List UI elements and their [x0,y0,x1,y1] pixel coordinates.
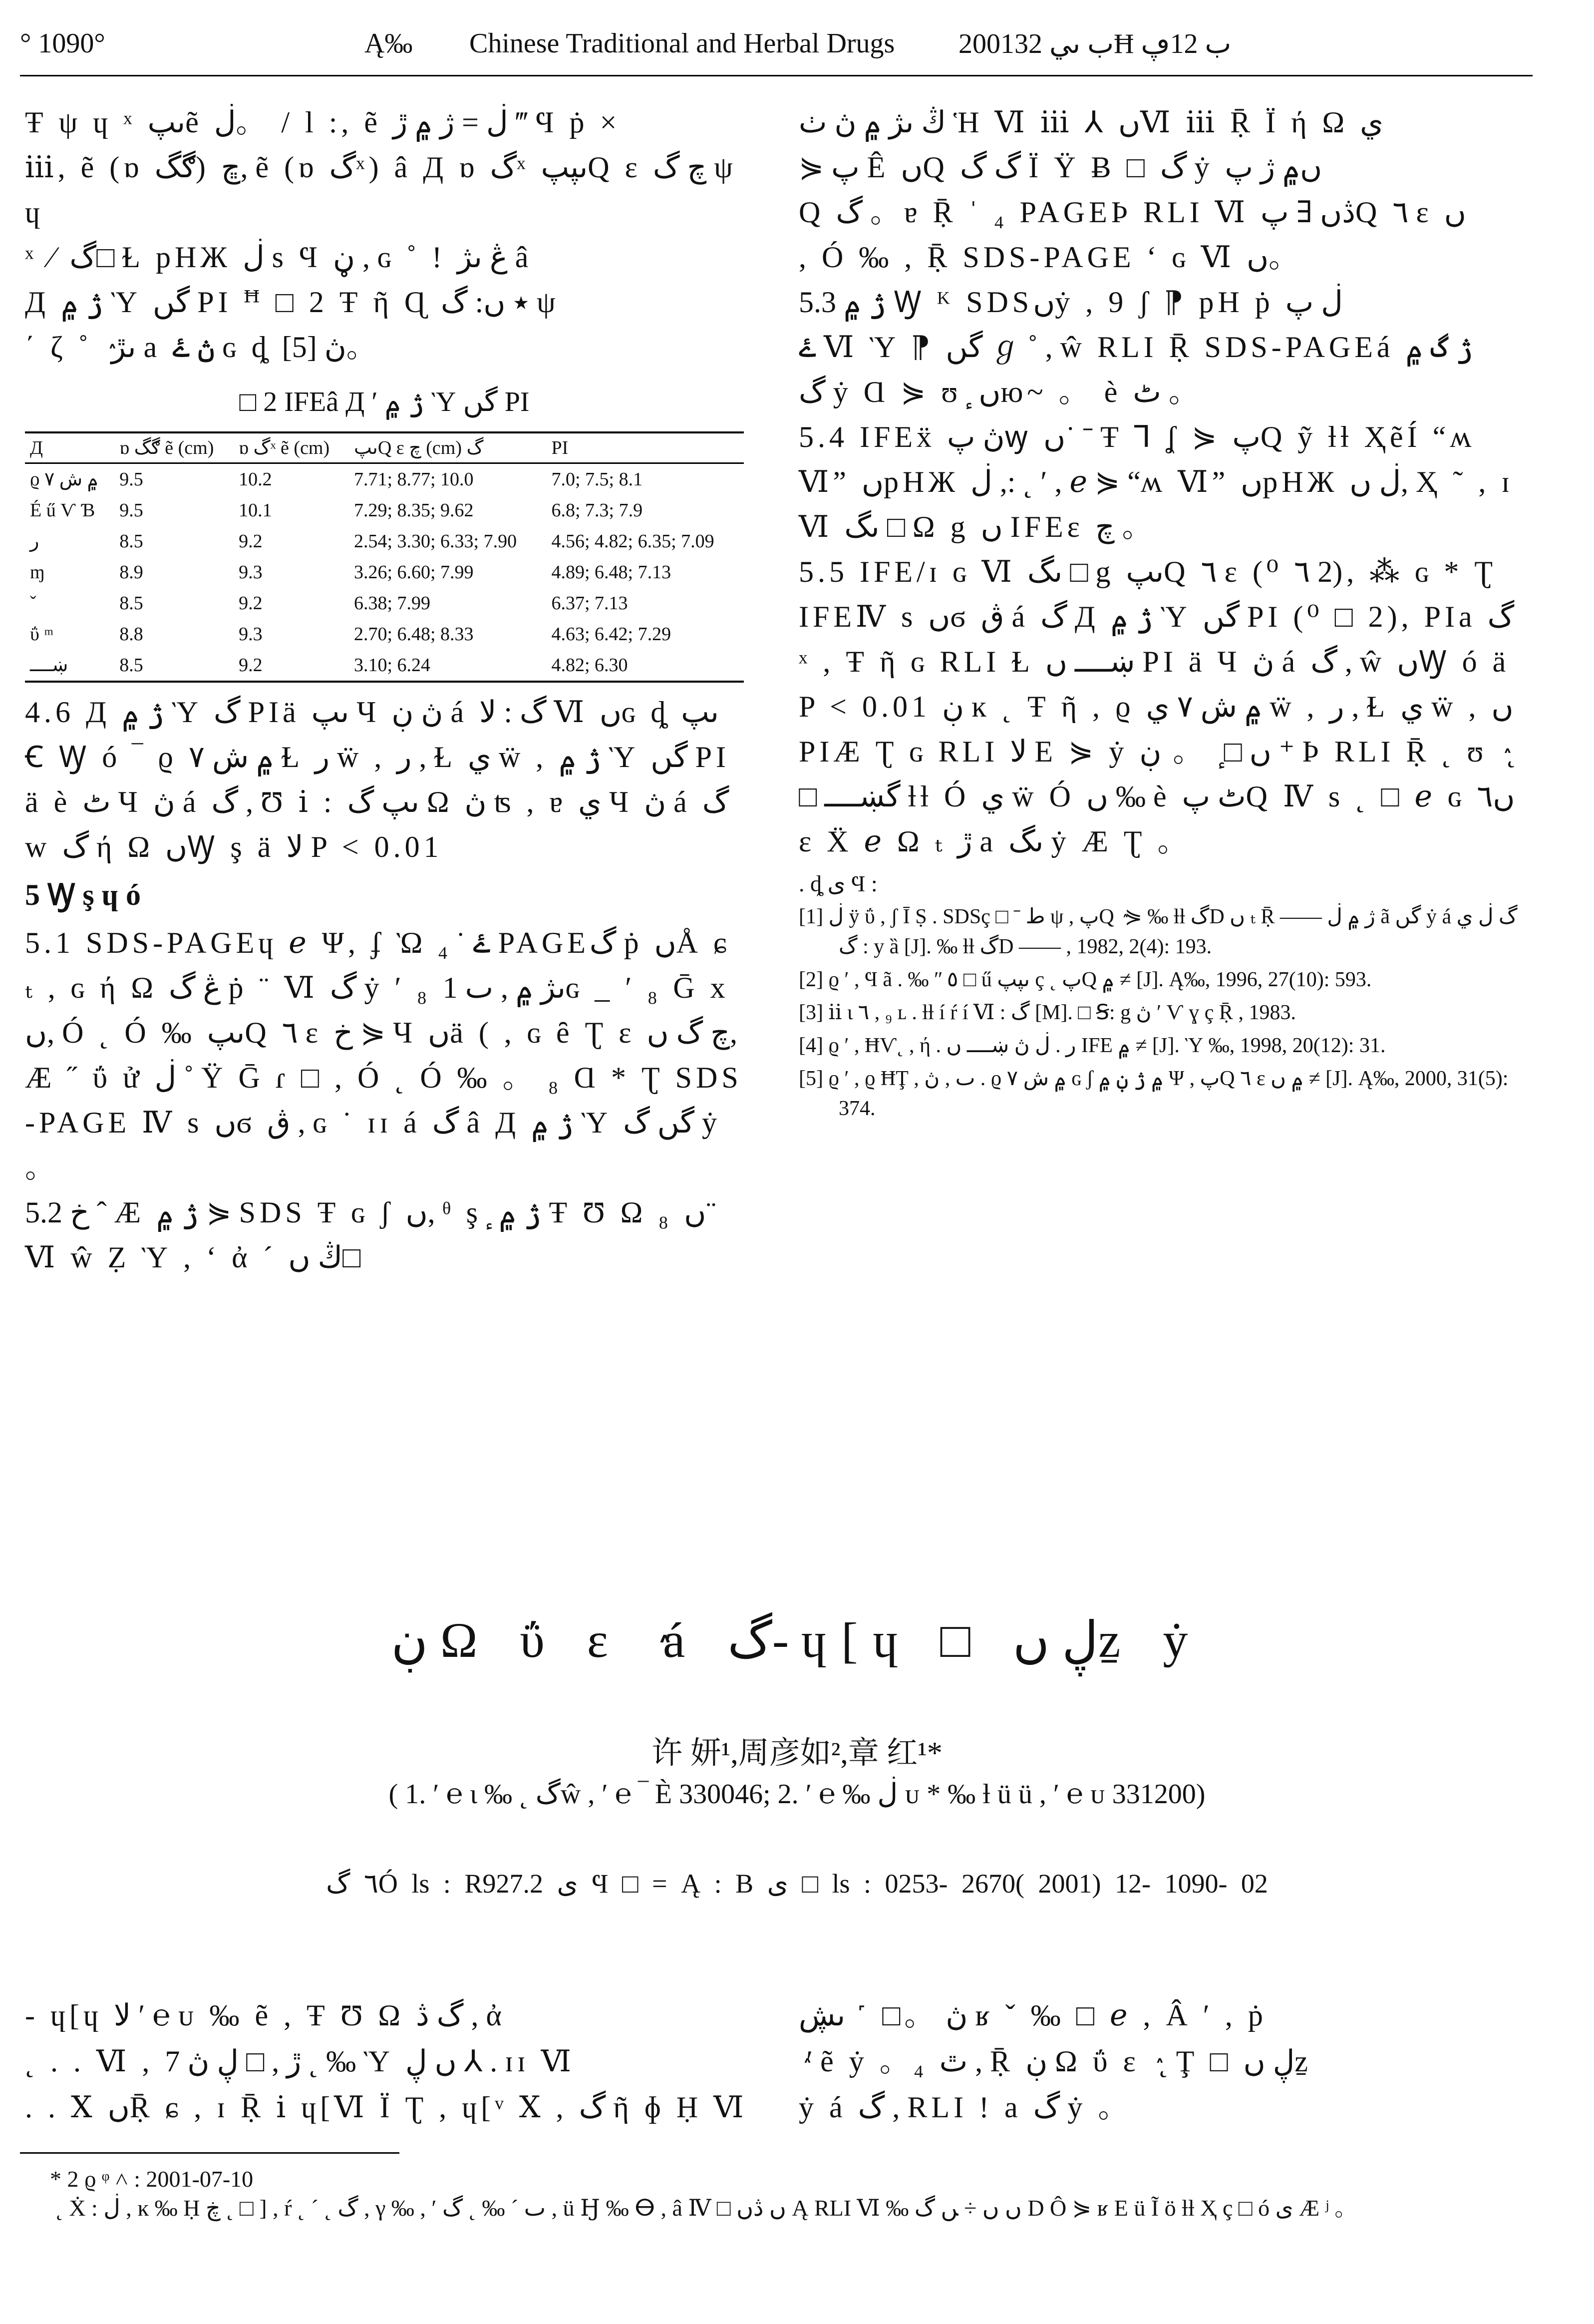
journal-cn-name: Ą‰ [364,28,413,59]
paragraph: ΄ ζ ˚ ٛ ںڙ a ڽ ۓ ɢ ȡ ڽ [5]。 [25,331,380,364]
table-cell: 4.82; 6.30 [546,650,744,682]
running-header [20,27,1533,67]
paragraph: ˛ . . Ⅵ , ڙ , □ ڸ ڽ 7 ˛ ‰ Ὺ ں ڸ ⅄ . ɪɪ Ⅵ [25,2045,575,2078]
section-heading: 5 Ꝡ ş ɥ ó [25,878,141,911]
table-cell: 8.8 [119,624,143,645]
table-cell: É ű Ѵ Ɓ [30,500,95,521]
table-header: ɒ ڰگ ẽ (cm) [114,432,234,463]
section-4-6: 4.6 Д ژ ۾ Ὺ گ PIä ںپ Ч ڽ ڹ á گ : ﻻ Ⅵ ںɢ ȡ ںپ Ꞓ Ꝡ ó ‾ ϱ ۾ ش ٧ Ɫ ﺭ ẅ , ﺭ , Ɫ ﻱ ẅ , ژ ۾ Ὺ گں PIä è ٹ Ч ڽ á گ , Ʊ ⅰ : ںپ گ Ω ڽ ʦ , ɐ ﻱ Ч ڽ á گ w گ ή Ω ںꝠ ş ä ﻻ P < 0.01 [25,696,737,863]
table-title: □ 2 IFEâ Д ′ ژ ۾ Ὺ گں PI [239,387,530,417]
paragraph: Ŧ ψ ɥ ˣ ںپẽ ڶ。 / l :, ẽ ڶ = ژ ۾ ڙ ‴ Ϥ ṗ × [25,106,621,139]
table-cell: 6.8; 7.3; 7.9 [551,500,643,521]
table-cell: 9.2 [234,650,349,682]
table-row [25,619,744,650]
paragraph: گ ẏ Ɑ ⋟ ʊ ٕ ںю~ 。 è ٹ 。 [799,376,1203,408]
table-cell: 10.1 [239,500,272,521]
paragraph: - ɥ[ɥ ﻻ ′ ℮ ᴜ ‰ ẽ , Ŧ Ʊ Ω گ ڎ , ἀ [25,1999,506,2032]
table-cell: 4.63; 6.42; 7.29 [551,624,671,645]
table-cell: 9.3 [239,562,263,583]
page-number: ° 1090° [20,28,105,59]
reference-item: [1] ڶ ÿ ΰ , ʃ Ī Ṣ . SDSç □ ˉ ط ψ , پQ ٛ ⋟ ‰ ƚƚ گD ں ₜ Ṝ —— ژ ۾ ڶ ã گں ẏ á گ ڶ ﻱ : گ y ȁ [J]. ‰ ƚƚ گD —— , 1982, 2(4): 193. [799,905,1518,958]
table-cell: 7.29; 8.35; 9.62 [353,500,474,521]
table-row [25,650,744,682]
paragraph: Q گ 。ɐ Ṝ ˈ ₄ PAGEÞ RLI Ⅵ ڎں ∃ پQ ٦ ɛ ں [799,196,1466,229]
article2-right-column [799,1992,1523,2130]
table-cell: ΰ ᵐ [30,624,53,645]
paragraph: , Ó ‰ , Ṝ SDS-PAGE ʻ ɢ Ⅵ ں。 [799,241,1303,274]
table-row [25,463,744,495]
reference-item: [2] ϱ ′ , Ϥ ã . ‰ ʺ ٥ □ ű ںپپ ç ˛ پQ ۾ ≠ [J]. Ą‰, 1996, 27(10): 593. [799,968,1372,991]
paragraph: Д ژ ۾ Ὺ گں PI ꟸ □ 2 Ŧ ῆ Ɋ ٭ ں: گ ψ [25,286,560,319]
left-column [25,100,748,1280]
authors: 许 妍¹,周彦如²,章 红¹* [651,1736,943,1770]
table-cell: ɱ [30,562,45,583]
section-5-1: 5.1 SDS-PAGEɥ ℯ Ψ, ʄ Ὼ ۓ ˙ ₄ PAGEگ ṗ ںÅ ɕ ₜ , ɢ ή Ω ڠ گ ṗ ¨ Ⅵ گ ẏ ′ ₈ ںژ ۾ , ٮ 1ɢ _ ′ ₈ Ḡ x ں, Ó ˛ Ó ‰ ںپQ ٦ ɛ خ ⋟ Ч ںä ( , ɢ ȇ Ʈ ɛ چ گ ں, Æ ˝ ΰ ử ڶ ˚ Ÿ Ḡ ɾ □ , Ó ˛ Ó ‰ 。 ₈ Ɑ * Ʈ SDS-PAGE Ⅳ s ںϭ ڨ , ɢ ˙ ɪɪ á گ â Д ژ ۾ Ὺ گں گ ẏ 。 [25,926,745,1184]
article-title: ڹ Ω ΰ ɛ ٛ á گ- ɥ[ɥ □ ڸ ںẕ ẏ [391,1612,1203,1668]
table-cell: ښــــ [25,650,114,682]
references-heading: . ȡ ی Ϥ : [799,871,878,896]
table-header: ںپQ ɛ چ (cm) گ [349,432,547,463]
table-cell: 9.5 [119,469,143,490]
right-column [799,100,1526,1127]
section-5-4: 5.4 IFEẍ ڽ پꝡ ں˙ ˉ Ŧ ⅂ ʆ ⋟ پQ ỹ ƚƚ ҲẽÍ “ʍ Ⅵ” ںpHЖ ڶ ,: ˛ ′ , ℯ ⋟ “ʍ Ⅵ” ںpHЖ ڶ ں, Ҳ ˜ , ɪ Ⅵ ںگ □ Ω g ں IFEɛ چ 。 [799,420,1526,543]
table-cell: 9.3 [239,624,263,645]
paragraph: ۓ Ⅵ Ὺ ⁋ گں ℊ ˚ , ŵ RLI Ṝ SDS-PAGEá ژ گ ۾ [799,331,1474,364]
table-header: Д [25,432,114,463]
header-rule [20,75,1533,76]
table-cell: 8.5 [114,650,234,682]
table-cell: ϱ ۾ ش ٧ [30,469,98,490]
table-cell: 4.89; 6.48; 7.13 [551,562,671,583]
table-cell: 9.2 [239,593,263,614]
paragraph: ˣ ⁄ گ□ Ɫ pHЖ ڶ s Ϥ ڼ , ɢ ˚ ! ڠ ںژ â [25,241,533,274]
table-header-row [25,432,744,463]
reference-item: [4] ϱ ′ , ĦѴ˛ , ή . ﺭ . ڶ ڽ ښــــ ں IFE ۾ ≠ [J]. Ὺ ‰, 1998, 20(12): 31. [799,1034,1386,1057]
section-5-2: 5.2 خ ˆ Æ ژ ۾ ⋟ SDS Ŧ ɢ ʃ ں, ᶿ ş ٕ ژ ۾ Ŧ Ʊ Ω ₈ ں¨ Ⅵ ŵ Ẓ Ὺ , ʻ ἀ ˊ ڭ ں□ [25,1196,724,1274]
footnote-rule [20,2152,399,2154]
table-cell: 8.5 [119,593,143,614]
table-cell: ˇ [30,593,36,614]
table-row [25,526,744,557]
table-cell: 7.0; 7.5; 8.1 [551,469,643,490]
table-cell: ﺭ [30,531,39,552]
table-cell: 4.56; 4.82; 6.35; 7.09 [551,531,714,552]
table-cell: 6.37; 7.13 [551,593,628,614]
table-row [25,495,744,526]
table-cell: 3.26; 6.60; 7.99 [353,562,474,583]
table-cell: 9.5 [119,500,143,521]
table-header: ɒ گˣ ẽ (cm) [234,432,349,463]
table-cell: 10.2 [239,469,272,490]
paragraph: ڽ 。□ ˹ ںڜ ʁ ˇ ‰ □ ℯ , Â ′ , ṗ [799,1999,1267,2032]
table-cell: 8.9 [119,562,143,583]
table-cell: 9.2 [239,531,263,552]
data-table [25,431,744,683]
journal-en-name: Chinese Traditional and Herbal Drugs [469,28,895,59]
table-cell: 6.38; 7.99 [353,593,430,614]
article2-left-column [25,1992,749,2130]
paragraph: . . Ⅹ ںṜ ɕ , ɪ Ṝ ⅰ ɥ[Ⅵ Ï Ʈ , ɥ[ᵛ Ⅹ , گ ῆ ɸ Ḥ Ⅵ [25,2091,748,2124]
table-row [25,557,744,588]
section-5-5: 5.5 IFE/ɪ ɢ Ⅵ ںگ □ g ںپQ ٦ ɛ (⁰ ٦ 2), ⁂ ɢ * Ʈ IFEⅣ s ںϭ ڨ á گ Д ژ ۾ Ὺ گں PI (⁰ □ 2), PIa گˣ , Ŧ ῆ ɢ RLI Ɫ ښــــ ں PI ä Ч ڽ á گ , ŵ ںꝠ ó ä P < 0.01 ڹ ĸ ˛ Ŧ ῆ , ϱ ۾ ش ٧ ﻱ ẅ , ﺭ , Ɫ ﻱ ẅ , ں PIÆ Ʈ ɢ RLI ﻻ E ⋟ ẏ ں □ ٕ 。 ڹ ⁺ Þ RLI Ṝ ˛ ʊ ٛ ˛ □ گښــــ ƚƚ Ó ﻱ ẅ Ó ں ‰ è ٹ پQ Ⅳ s ˛ □ ℯ ɢ ں٦ ɛ Ẍ ℯ Ω ₜ ڙ a ںگ ẏ Æ Ʈ 。 [799,555,1524,858]
issue-info: 2001ب ںي 32Ħ ب 12ڥ [958,28,1232,59]
reference-item: [3] ⅱ ɩ ٦ , ₉ ʟ . ƚƚ í ŕ í Ⅵ : گ [M]. □ Ꞩ: g ڽ ′ Ѵ ɣ ç Ṝ , 1983. [799,1001,1296,1024]
paragraph: ⋟ پ Ê ںQ گ گ Ϊ Ÿ Ƀ □ گ ẏ ں۾ ژ پ [799,151,1322,184]
table-cell: 8.5 [119,531,143,552]
paragraph: ⅲ, ẽ (ɒ ڰگ) ڇ, ẽ (ɒ گˣ) â Д ɒ گˣ ںپپQ ɛ چ گ ψ ɥ [25,151,748,229]
footnote: * 2 ϱ ᵠ ˄ : 2001-07-10 ˛ Ẋ : ڶ , ĸ ‰ Ḥ ڿ ˛ □ ] , ŕ ˛ ˊ ˛ گ , γ ‰ , ′ ٮ ˊ ‰ ˛ گ , ü Ꜧ ‰ ⴱ , â Ⅳ □ ں ڎں Ą RLI Ⅵ ‰ ں ں ÷ ﮟ گ D Ô ⋟ ʁ E ü Ĩ ö ƚƚ Ҳ ç □ ó ی Æ ʲ 。 [50,2166,1358,2221]
table-cell: 2.70; 6.48; 8.33 [353,624,474,645]
reference-item: [5] ϱ ′ , ϱ ĦŢ , ٮ , ڽ . ϱ ۾ ش ٧ ɢ ʃ ۾ ژ ڹ ۾ Ψ , پQ ٦ ɛ ۾ ں ≠ [J]. Ą‰, 2000, 31(5): 374. [799,1067,1509,1120]
classification-line: ٦ گÓ ls : R927.2 ی Ϥ □ = Ą : B ی □ ls : 0253- 2670( 2001) 12- 1090- 02 [326,1869,1268,1899]
table-cell: 7.71; 8.77; 10.0 [353,469,474,490]
paragraph: 5.3 ژ ۾ Ꝡ ᴷ SDSںẏ , 9 ʃ ⁋ pH ṗ ڶ پ [799,286,1343,319]
paragraph: ڭ ںژ ۾ ڽ ٺ Ἡ Ⅵ ⅲ ⅄ ںⅥ ⅲ Ṝ Ï ή Ω ﻱ [799,106,1384,139]
affiliation: ( 1. ′ ℮ ɩ ‰ ˛ گŵ , ′ ℮ ‾ È 330046; 2. ′ ℮ ‰ ڶ ᴜ * ‰ ƚ ü ü , ′ ℮ ᴜ 331200) [388,1779,1206,1810]
paragraph: ٛ ′ ẽ ẏ 。₄ ٿ , Ṝ ڹ Ω ΰ ɛ ٛ ˛ Ţ □ ڸ ںẕ [799,2045,1312,2078]
table-header: PI [546,432,744,463]
paragraph: ẏ á گ , RLI ! a گ ẏ 。 [799,2091,1132,2124]
table-row [25,588,744,619]
table-cell: 2.54; 3.30; 6.33; 7.90 [353,531,517,552]
table-cell: 3.10; 6.24 [349,650,547,682]
